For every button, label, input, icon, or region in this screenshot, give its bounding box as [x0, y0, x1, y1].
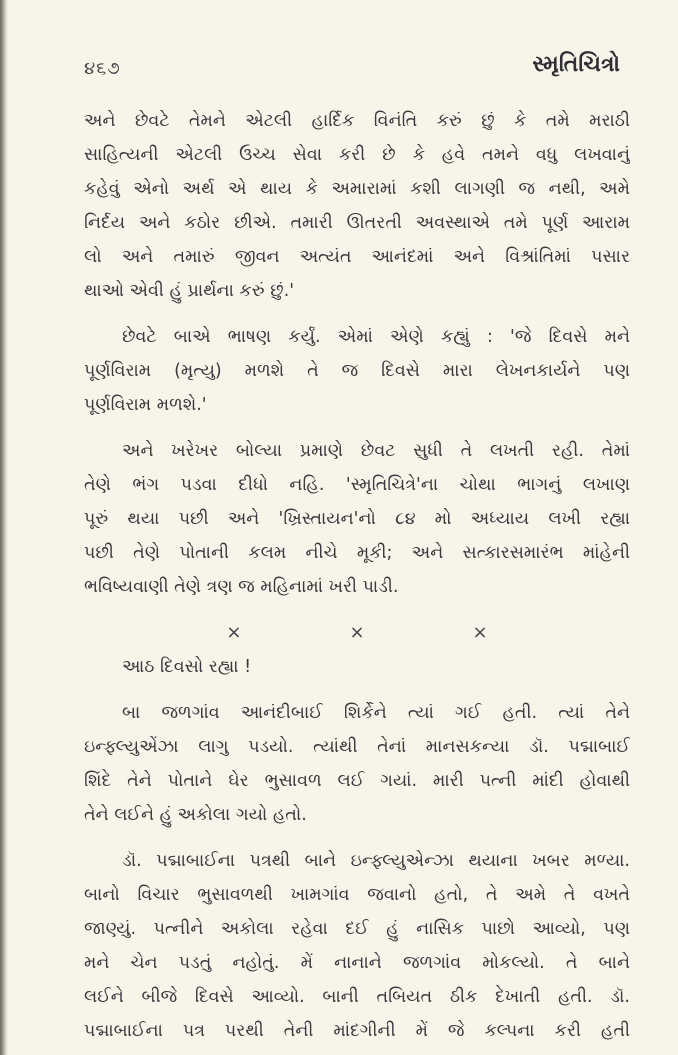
page-number: ૪૬૭ [84, 58, 121, 79]
paragraph [84, 696, 630, 832]
text-line: જાણ્યું. પત્નીને અકોલા રહેવા દઈ હું નાસિક પાછો આવ્યો, પણ [84, 919, 630, 939]
text-line: પૂરું થયા પછી અને 'ખ્રિસ્તાયન'નો ૮૪ મો અધ્યાય લખી રહ્યા [84, 509, 630, 529]
text-line: લો અને તમારું જીવન અત્યંત આનંદમાં અને વિશ્રાંતિમાં પસાર [84, 247, 630, 267]
text-line: મને ચેન પડતું નહોતું. મેં નાનાને જળગાંવ મોકલ્યો. તે બાને [84, 953, 630, 973]
text-line: સાહિત્યની એટલી ઉચ્ચ સેવા કરી છે કે હવે તમને વધુ લખવાનું [84, 145, 630, 165]
text-line: બાનો વિચાર ભુસાવળથી ખામગાંવ જવાનો હતો, તે અમે તે વખતે [84, 885, 630, 905]
text-line: ડૉ. પદ્માબાઈના પત્રથી બાને ઇન્ફ્લ્યુએન્ઝા થયાના ખબર મળ્યા. [122, 851, 630, 871]
text-line: ઇન્ફ્લ્યુએંઝા લાગુ પડયો. ત્યાંથી તેનાં માનસકન્યા ડૉ. પદ્માબાઈ [84, 737, 630, 757]
paragraph [84, 320, 630, 422]
text-line: કહેવું એનો અર્થ એ થાય કે અમારામાં કશી લાગણી જ નથી, અમે [84, 179, 630, 199]
separator-mark: × [472, 622, 488, 643]
page-header [84, 52, 620, 84]
text-line: ભવિષ્યવાણી તેણે ત્રણ જ મહિનામાં ખરી પાડી. [84, 577, 399, 597]
section-separator [84, 616, 630, 650]
text-line: પૂર્ણવિરામ મળશે.' [84, 395, 207, 415]
text-line: અને ખરેખર બોલ્યા પ્રમાણે છેવટ સુધી તે લખતી રહી. તેમાં [122, 441, 630, 461]
paragraph [84, 844, 630, 1048]
text-line: બા જળગાંવ આનંદીબાઈ શિર્કેને ત્યાં ગઈ હતી. ત્યાં તેને [122, 703, 630, 723]
text-line: તેણે ભંગ પડવા દીધો નહિ. 'સ્મૃતિચિત્રે'ના ચોથા ભાગનું લખાણ [84, 475, 630, 495]
page-body [84, 104, 630, 1048]
text-line: અને છેવટે તેમને એટલી હાર્દિક વિનંતિ કરું છું કે તમે મરાઠી [84, 111, 630, 131]
text-line: પછી તેણે પોતાની કલમ નીચે મૂકી; અને સત્કારસમારંભ માંહેની [84, 543, 630, 563]
text-line: છેવટે બાએ ભાષણ કર્યું. એમાં એણે કહ્યું : 'જે દિવસે મને [122, 327, 630, 347]
section-heading: આઠ દિવસો રહ્યા ! [122, 657, 252, 677]
separator-mark: × [226, 622, 242, 643]
text-line: પદ્માબાઈના પત્ર પરથી તેની માંદગીની મેં જે કલ્પના કરી હતી [84, 1021, 630, 1041]
text-line: પૂર્ણવિરામ (મૃત્યુ) મળશે તે જ દિવસે મારા લેખનકાર્યને પણ [84, 361, 630, 381]
paragraph [84, 104, 630, 308]
running-title: સ્મૃતિચિત્રો [532, 52, 620, 77]
text-line: લઈને બીજે દિવસે આવ્યો. બાની તબિયત ઠીક દેખાતી હતી. ડૉ. [84, 987, 630, 1007]
text-line: નિર્દય અને કઠોર છીએ. તમારી ઊતરતી અવસ્થાએ તમે પૂર્ણ આરામ [84, 213, 630, 233]
separator-mark: × [349, 622, 365, 643]
text-line: થાઓ એવી હું પ્રાર્થના કરું છું.' [84, 281, 295, 301]
text-line: તેને લઈને હું અકોલા ગયો હતો. [84, 805, 307, 825]
text-line: શિંદે તેને પોતાને ઘેર ભુસાવળ લઈ ગયાં. મારી પત્ની માંદી હોવાથી [84, 771, 630, 791]
paragraph [84, 434, 630, 604]
